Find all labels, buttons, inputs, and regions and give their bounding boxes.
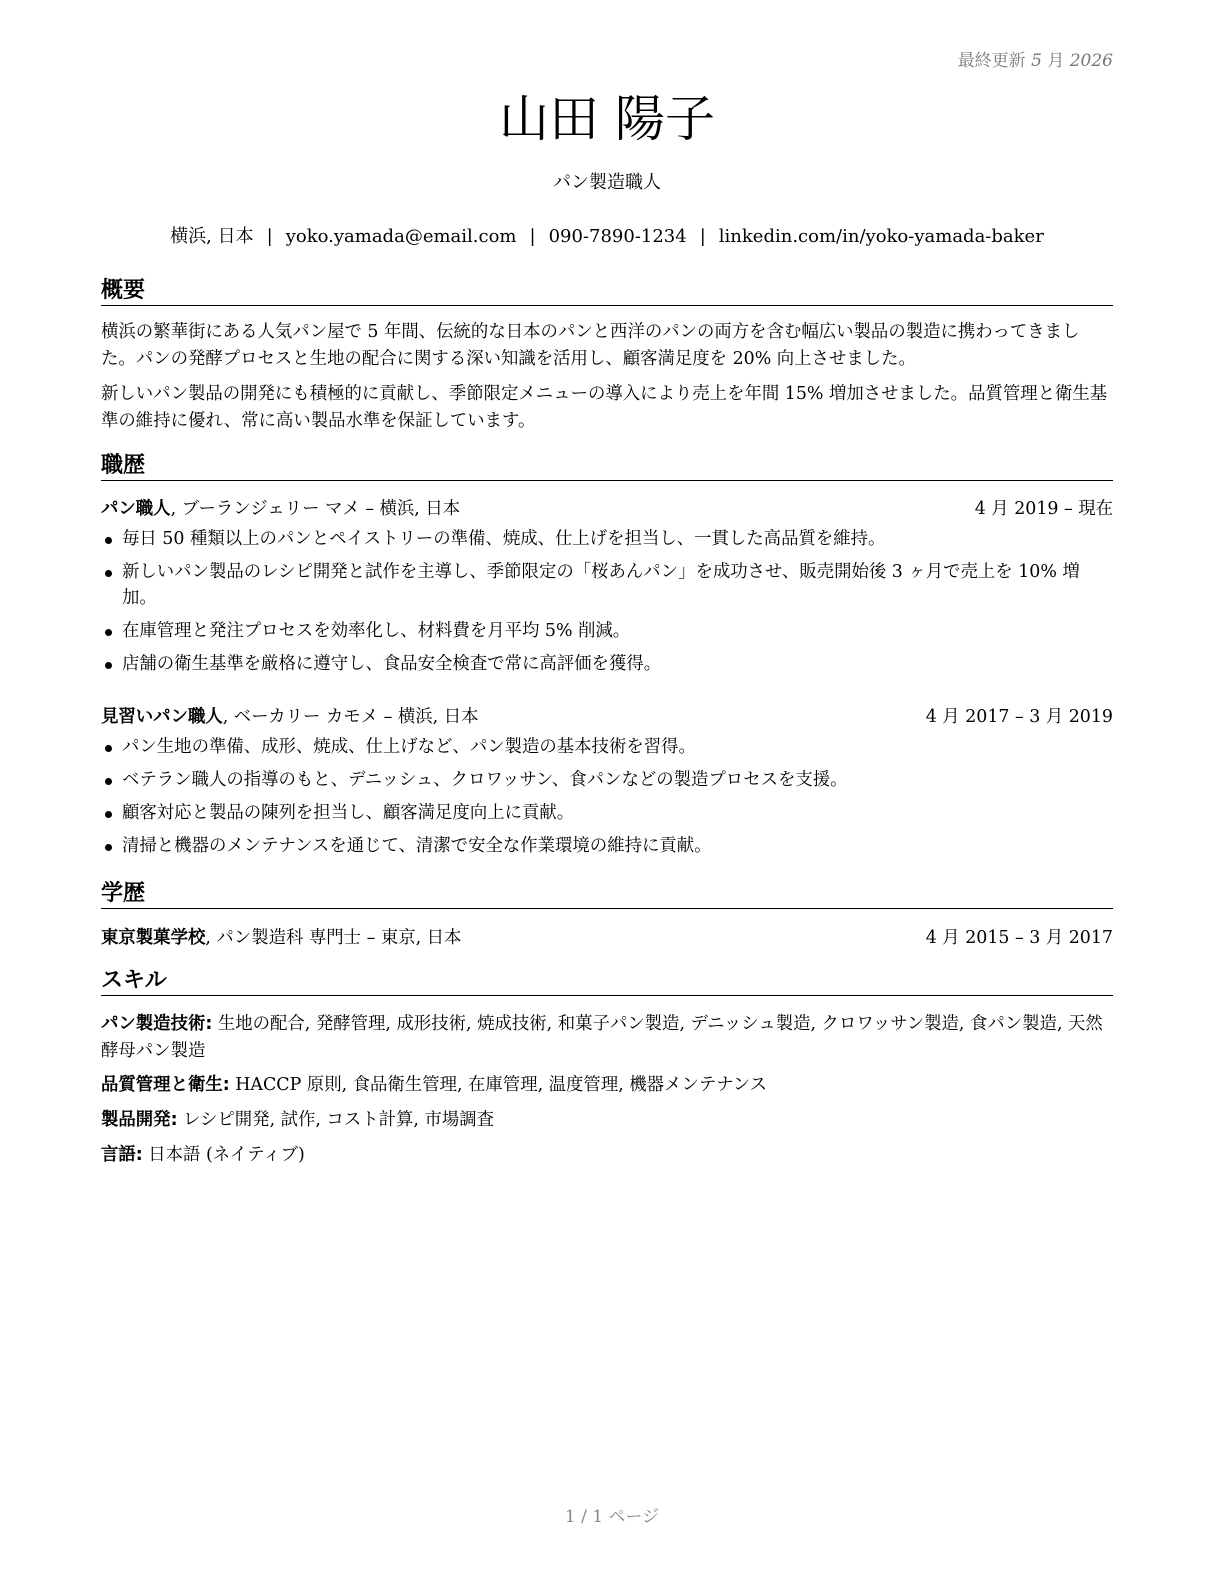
section-title-experience: 職歴 xyxy=(101,452,1113,481)
skill-value: 日本語 (ネイティブ) xyxy=(142,1145,305,1165)
skill-row xyxy=(101,1107,1113,1134)
education-entry xyxy=(101,925,1113,951)
skill-row xyxy=(101,1072,1113,1099)
skill-row xyxy=(101,1011,1113,1065)
list-item: 清掃と機器のメンテナンスを通じて、清潔で安全な作業環境の維持に貢献。 xyxy=(101,833,1113,859)
skill-label: 品質管理と衛生: xyxy=(101,1075,230,1095)
summary-paragraph: 新しいパン製品の開発にも積極的に貢献し、季節限定メニューの導入により売上を年間 15% 増加させました。品質管理と衛生基準の維持に優れ、常に高い製品水準を保証しています。 xyxy=(101,384,1108,431)
contact-separator: | xyxy=(266,226,273,247)
page-indicator: 1 / 1 ページ xyxy=(564,1507,660,1527)
list-item: 毎日 50 種類以上のパンとペイストリーの準備、焼成、仕上げを担当し、一貫した高品質を維持。 xyxy=(101,526,1113,552)
education-detail: , パン製造科 専門士 – 東京, 日本 xyxy=(205,928,462,948)
list-item: 店舗の衛生基準を厳格に遵守し、食品安全検査で常に高評価を獲得。 xyxy=(101,651,1113,677)
contact-separator: | xyxy=(529,226,536,247)
last-updated-month: 5 xyxy=(1031,51,1042,71)
job-header xyxy=(101,704,1113,730)
person-name: 山田 陽子 xyxy=(499,90,715,148)
skill-value: 生地の配合, 発酵管理, 成形技術, 焼成技術, 和菓子パン製造, デニッシュ製造, クロワッサン製造, 食パン製造, 天然酵母パン製造 xyxy=(101,1014,1103,1061)
last-updated-month-unit: 月 xyxy=(1047,51,1065,71)
skill-label: 言語: xyxy=(101,1145,143,1165)
contact-phone[interactable]: 090-7890-1234 xyxy=(548,226,687,247)
list-item: ベテラン職人の指導のもと、デニッシュ、クロワッサン、食パンなどの製造プロセスを支援。 xyxy=(101,767,1113,793)
school-name: 東京製菓学校 xyxy=(101,928,206,948)
list-item: パン生地の準備、成形、焼成、仕上げなど、パン製造の基本技術を習得。 xyxy=(101,734,1113,760)
contact-linkedin[interactable]: linkedin.com/in/yoko-yamada-baker xyxy=(718,226,1044,247)
section-title-skills: スキル xyxy=(101,967,1113,996)
contact-line xyxy=(101,225,1113,249)
skill-label: パン製造技術: xyxy=(101,1014,213,1034)
last-updated-year: 2026 xyxy=(1069,51,1113,71)
job-org: , ブーランジェリー マメ – 横浜, 日本 xyxy=(170,499,461,519)
job-dates: 4 月 2019 – 現在 xyxy=(974,499,1113,519)
list-item: 新しいパン製品のレシピ開発と試作を主導し、季節限定の「桜あんパン」を成功させ、販売開始後 3 ヶ月で売上を 10% 増加。 xyxy=(101,559,1113,611)
skill-value: HACCP 原則, 食品衛生管理, 在庫管理, 温度管理, 機器メンテナンス xyxy=(229,1075,768,1095)
job-header xyxy=(101,496,1113,522)
list-item: 在庫管理と発注プロセスを効率化し、材料費を月平均 5% 削減。 xyxy=(101,618,1113,644)
skill-row xyxy=(101,1142,1113,1169)
job-title: 見習いパン職人 xyxy=(101,707,223,727)
summary-paragraph: 横浜の繁華街にある人気パン屋で 5 年間、伝統的な日本のパンと西洋のパンの両方を含む幅広い製品の製造に携わってきました。パンの発酵プロセスと生地の配合に関する深い知識を活用し、顧客満足度を 20% 向上させました。 xyxy=(101,322,1080,369)
contact-location: 横浜, 日本 xyxy=(170,226,254,247)
job-headline: パン製造職人 xyxy=(553,172,661,193)
job-bullets xyxy=(101,734,1113,866)
skill-value: レシピ開発, 試作, コスト計算, 市場調査 xyxy=(177,1110,495,1130)
list-item: 顧客対応と製品の陳列を担当し、顧客満足度向上に貢献。 xyxy=(101,800,1113,826)
last-updated-label: 最終更新 xyxy=(957,51,1026,71)
section-title-summary: 概要 xyxy=(101,277,1113,306)
last-updated xyxy=(958,46,1113,71)
education-dates: 4 月 2015 – 3 月 2017 xyxy=(925,928,1113,948)
job-title: パン職人 xyxy=(101,499,171,519)
job-bullets xyxy=(101,526,1113,684)
job-dates: 4 月 2017 – 3 月 2019 xyxy=(925,707,1113,727)
section-title-education: 学歴 xyxy=(101,880,1113,909)
contact-email[interactable]: yoko.yamada@email.com xyxy=(285,226,517,247)
contact-separator: | xyxy=(699,226,706,247)
job-org: , ベーカリー カモメ – 横浜, 日本 xyxy=(222,707,479,727)
skill-label: 製品開発: xyxy=(101,1110,178,1130)
